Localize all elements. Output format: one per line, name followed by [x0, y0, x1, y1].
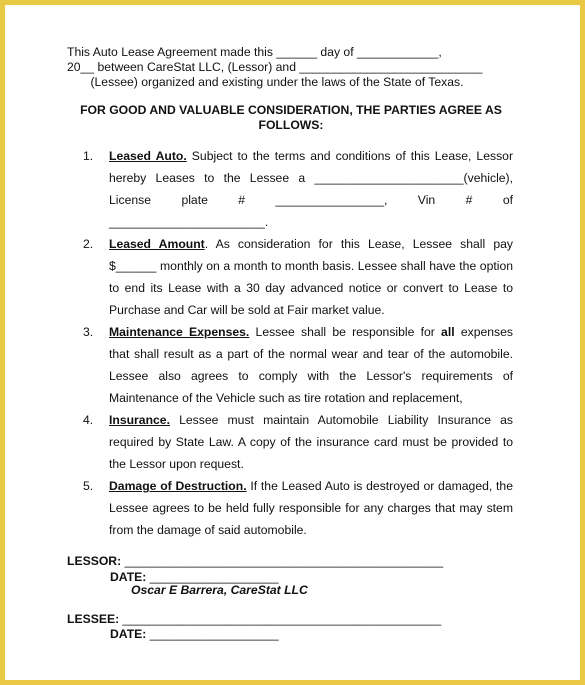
clause-body: [109, 145, 513, 233]
clauses-list: [83, 145, 513, 541]
lessee-date-line[interactable]: ___________________: [149, 627, 279, 641]
document-page: [5, 5, 580, 680]
clause-body: [109, 409, 513, 475]
clause-title: Damage of Destruction.: [109, 479, 247, 493]
lessor-name-row: [131, 583, 308, 597]
clause-leased-auto: [83, 145, 513, 233]
clause-number: 4.: [83, 413, 94, 427]
clause-body: [109, 475, 513, 541]
lessor-date-line[interactable]: ___________________: [149, 570, 279, 584]
clause-text: Lessee must maintain Automobile Liability Insurance as required by State Law. A copy of the insurance card must be provided to the Lessor upon request.: [109, 413, 513, 471]
intro-line-3: (Lessee) organized and existing under the laws of the State of Texas.: [90, 75, 464, 89]
intro-line-1: This Auto Lease Agreement made this ______ day of ____________,: [67, 45, 442, 59]
clause-title: Insurance.: [109, 413, 170, 427]
clause-number: 1.: [83, 149, 94, 163]
lessee-label: LESSEE:: [67, 612, 120, 626]
clause-number: 5.: [83, 479, 94, 493]
clause-damage: [83, 475, 513, 541]
lessee-date-label: DATE:: [110, 627, 147, 641]
clause-title: Maintenance Expenses.: [109, 325, 250, 339]
clause-insurance: [83, 409, 513, 475]
clause-number: 3.: [83, 325, 94, 339]
clause-text: . As consideration for this Lease, Lessee shall pay $______ monthly on a month to month basis. Lessee shall have the option to end its Lease with a 30 day advanced notice or convert to Lease to Purchase and Car will be sold at Fair market value.: [109, 237, 513, 317]
clause-title: Leased Auto.: [109, 149, 187, 163]
clause-number: 2.: [83, 237, 94, 251]
intro-line-2: 20__ between CareStat LLC, (Lessor) and ___________________________: [67, 60, 483, 74]
clause-leased-amount: [83, 233, 513, 321]
lessee-date-row: [110, 627, 279, 641]
section-heading: FOR GOOD AND VALUABLE CONSIDERATION, THE PARTIES AGREE AS FOLLOWS:: [80, 103, 502, 132]
lessor-signature-row: [67, 554, 443, 568]
lessor-label: LESSOR:: [67, 554, 122, 568]
clause-body: [109, 321, 513, 409]
clause-text: Subject to the terms and conditions of this Lease, Lessor hereby Leases to the Lessee a ______________________(vehicle), License plate # ________________, Vin # of _______________________.: [109, 149, 514, 229]
lessor-signature-line[interactable]: _______________________________________________: [124, 554, 444, 568]
clause-text-before: Lessee shall be responsible for: [249, 325, 442, 339]
clause-emphasis: all: [441, 325, 455, 339]
clause-text: If the Leased Auto is destroyed or damaged, the Lessee agrees to be held fully responsible for any charges that may stem from the damage of said automobile.: [109, 479, 513, 537]
lessee-signature-line[interactable]: _______________________________________________: [122, 612, 442, 626]
clause-maintenance: [83, 321, 513, 409]
intro-paragraph: [67, 45, 487, 90]
clause-body: [109, 233, 513, 321]
clause-title: Leased Amount: [109, 237, 205, 251]
lessor-date-row: [110, 570, 279, 584]
lessee-signature-row: [67, 612, 441, 626]
clause-text-after: expenses that shall result as a part of the normal wear and tear of the automobile. Lessee also agrees to comply with the Lessor's requirements of Maintenance of the Vehicle such as tire rotation and replacement,: [109, 325, 513, 405]
lessor-name: Oscar E Barrera, CareStat LLC: [131, 583, 308, 597]
lessor-date-label: DATE:: [110, 570, 147, 584]
